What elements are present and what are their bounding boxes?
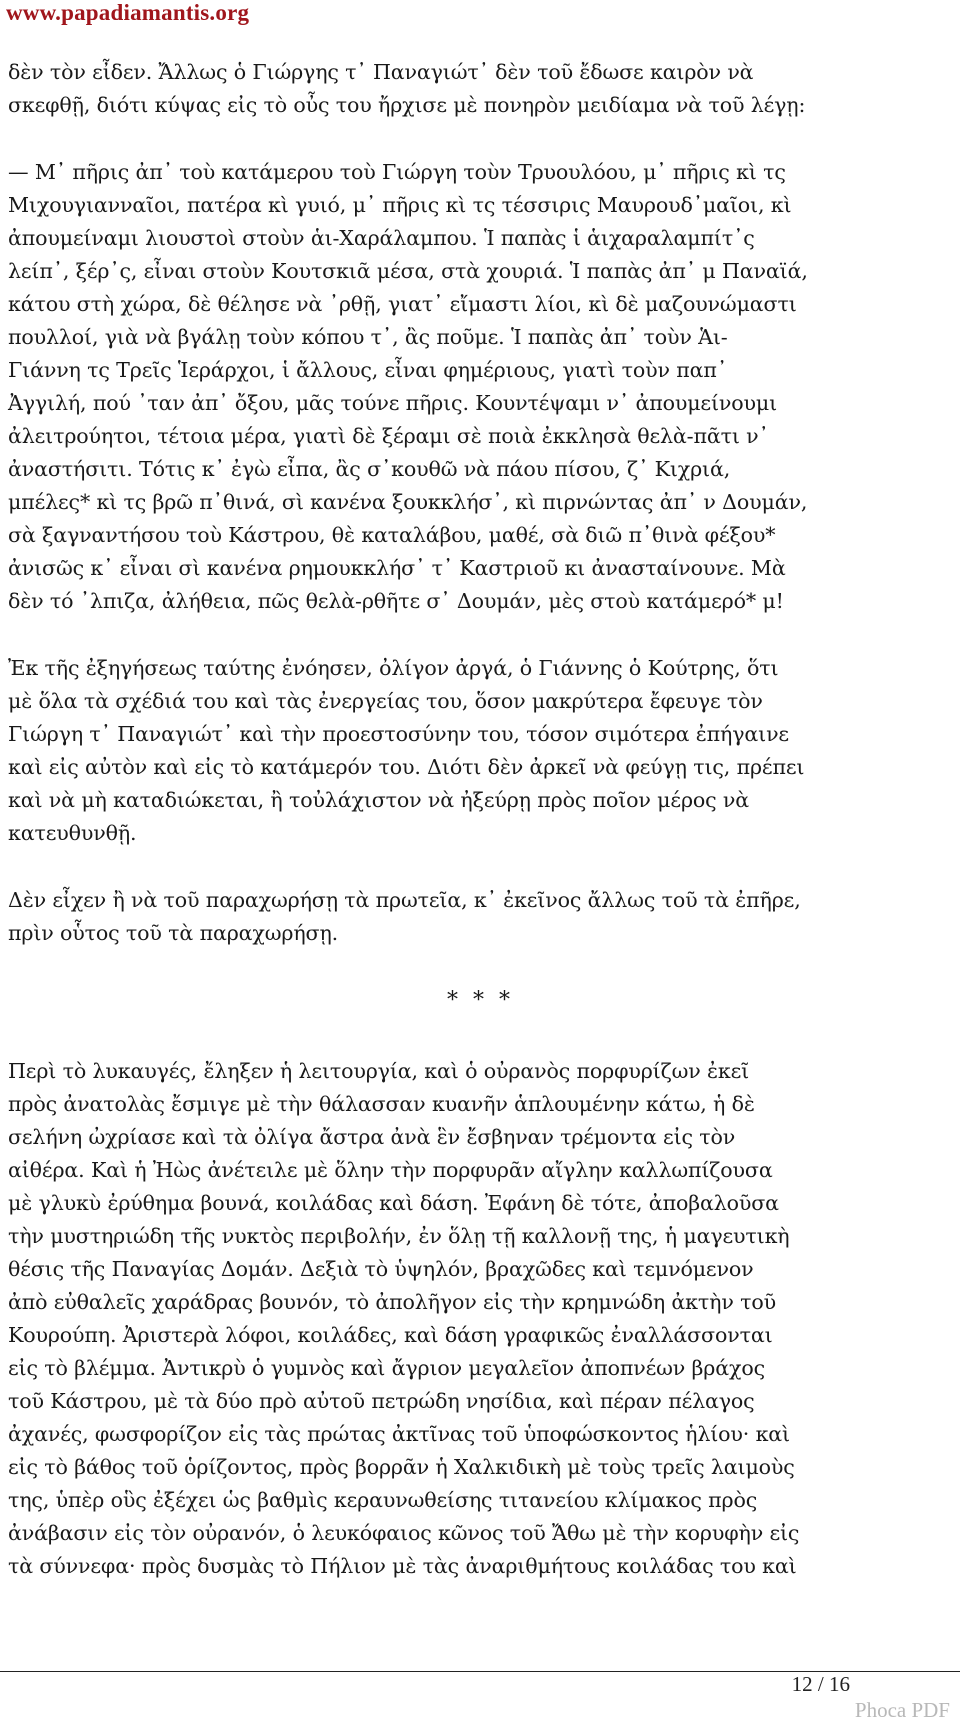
text-line: αἰθέρα. Καὶ ἡ Ἠὼς ἀνέτειλε μὲ ὅλην τὴν πορφυρᾶν αἴγλην καλλωπίζουσα xyxy=(8,1158,773,1182)
text-line: Περὶ τὸ λυκαυγές, ἔληξεν ἡ λειτουργία, καὶ ὁ οὐρανὸς πορφυρίζων ἐκεῖ xyxy=(8,1059,750,1083)
text-line: πουλλοί, γιὰ νὰ βγάλῃ τοὺν κόπου τ᾽, ἂς ποῦμε. Ἱ παπὰς ἀπ᾽ τοὺν Ἁι- xyxy=(8,325,728,349)
paragraph xyxy=(8,56,953,122)
text-line: λείπ᾽, ξέρ᾽ς, εἶναι στοὺν Κουτσκιᾶ μέσα, στὰ χουριά. Ἱ παπὰς ἀπ᾽ μ Παναϊά, xyxy=(8,259,808,283)
section-separator: * * * xyxy=(447,988,514,1013)
text-line: ἀνισῶς κ᾽ εἶναι σὶ κανένα ρημουκκλήσ᾽ τ᾽ Καστριοῦ κι ἀνασταίνουνε. Μὰ xyxy=(8,556,786,580)
text-line: δὲν τὸν εἶδεν. Ἄλλως ὁ Γιώργης τ᾽ Παναγιώτ᾽ δὲν τοῦ ἔδωσε καιρὸν νὰ xyxy=(8,60,754,84)
text-line: σὰ ξαγναντήσου τοὺ Κάστρου, θὲ καταλάβου, μαθέ, σὰ διῶ π᾽θινὰ φέξου* xyxy=(8,523,776,547)
site-url[interactable]: www.papadiamantis.org xyxy=(6,0,250,25)
text-line: ἀλειτρούητοι, τέτοια μέρα, γιατὶ δὲ ξέραμι σὲ ποιὰ ἐκκλησὰ θελὰ-πᾶτι ν᾽ xyxy=(8,424,769,448)
text-line: ἀπὸ εὐθαλεῖς χαράδρας βουνόν, τὸ ἀπολῆγον εἰς τὴν κρημνώδη ἀκτὴν τοῦ xyxy=(8,1290,776,1314)
paragraph xyxy=(8,884,953,950)
text-line: Ἐκ τῆς ἐξηγήσεως ταύτης ἐνόησεν, ὀλίγον ἀργά, ὁ Γιάννης ὁ Κούτρης, ὅτι xyxy=(8,656,779,680)
text-line: Κουρούπη. Ἀριστερὰ λόφοι, κοιλάδες, καὶ δάση γραφικῶς ἐναλλάσσονται xyxy=(8,1323,773,1347)
text-line: σελήνη ὠχρίασε καὶ τὰ ὀλίγα ἄστρα ἀνὰ ἓν ἔσβηναν τρέμοντα εἰς τὸν xyxy=(8,1125,736,1149)
text-line: εἰς τὸ βλέμμα. Ἀντικρὺ ὁ γυμνὸς καὶ ἄγριον μεγαλεῖον ἀποπνέων βράχος xyxy=(8,1356,765,1380)
text-line: Ἀγγιλή, πού ᾽ταν ἀπ᾽ ὄξου, μᾶς τούνε πῆρις. Κουντέψαμι ν᾽ ἀπουμείνουμι xyxy=(8,391,778,415)
text-line: πρὶν οὗτος τοῦ τὰ παραχωρήσῃ. xyxy=(8,921,339,945)
text-line: της, ὑπὲρ οὓς ἐξέχει ὡς βαθμὶς κεραυνωθείσης τιτανείου κλίμακος πρὸς xyxy=(8,1488,758,1512)
text-line: ἀχανές, φωσφορίζον εἰς τὰς πρώτας ἀκτῖνας τοῦ ὑποφώσκοντος ἡλίου· καὶ xyxy=(8,1422,790,1446)
text-line: μὲ γλυκὺ ἐρύθημα βουνά, κοιλάδας καὶ δάση. Ἐφάνη δὲ τότε, ἀποβαλοῦσα xyxy=(8,1191,779,1215)
text-line: Γιώργη τ᾽ Παναγιώτ᾽ καὶ τὴν προεστοσύνην του, τόσον σιμότερα ἐπήγαινε xyxy=(8,722,789,746)
text-line: Μιχουγιανναῖοι, πατέρα κὶ γυιό, μ᾽ πῆρις κὶ τς τέσσιρις Μαυρουδ᾽μαῖοι, κὶ xyxy=(8,193,792,217)
text-line: ἀνάβασιν εἰς τὸν οὐρανόν, ὁ λευκόφαιος κῶνος τοῦ Ἄθω μὲ τὴν κορυφὴν εἰς xyxy=(8,1521,800,1545)
text-line: ἀναστήσιτι. Τότις κ᾽ ἐγὼ εἶπα, ἂς σ᾽κουθῶ νὰ πάου πίσου, ζ᾽ Κιχριά, xyxy=(8,457,731,481)
text-line: πρὸς ἀνατολὰς ἔσμιγε μὲ τὴν θάλασσαν κυανῆν ἁπλουμένην κάτω, ἡ δὲ xyxy=(8,1092,755,1116)
text-line: εἰς τὸ βάθος τοῦ ὁρίζοντος, πρὸς βορρᾶν ἡ Χαλκιδικὴ μὲ τοὺς τρεῖς λαιμοὺς xyxy=(8,1455,795,1479)
page-content xyxy=(8,56,953,1617)
paragraph xyxy=(8,652,953,850)
generator-credit: Phoca PDF xyxy=(854,1698,950,1722)
text-line: — Μ᾽ πῆρις ἀπ᾽ τοὺ κατάμερου τοὺ Γιώργη τοὺν Τρυουλόου, μ᾽ πῆρις κὶ τς xyxy=(8,160,786,184)
page-number: 12 / 16 xyxy=(791,1672,850,1696)
text-line: σκεφθῇ, διότι κύψας εἰς τὸ οὖς του ἤρχισε μὲ πονηρὸν μειδίαμα νὰ τοῦ λέγῃ: xyxy=(8,93,806,117)
text-line: κάτου στὴ χώρα, δὲ θέλησε νὰ ᾽ρθῇ, γιατ᾽ εἴμαστι λίοι, κὶ δὲ μαζουνώμαστι xyxy=(8,292,797,316)
text-line: τὴν μυστηριώδη τῆς νυκτὸς περιβολήν, ἐν ὅλῃ τῇ καλλονῇ της, ἡ μαγευτικὴ xyxy=(8,1224,790,1248)
text-line: μὲ ὅλα τὰ σχέδιά του καὶ τὰς ἐνεργείας του, ὅσον μακρύτερα ἔφευγε τὸν xyxy=(8,689,763,713)
text-line: θέσις τῆς Παναγίας Δομάν. Δεξιὰ τὸ ὑψηλόν, βραχῶδες καὶ τεμνόμενον xyxy=(8,1257,754,1281)
text-line: Δὲν εἶχεν ἢ νὰ τοῦ παραχωρήσῃ τὰ πρωτεῖα, κ᾽ ἐκεῖνος ἄλλως τοῦ τὰ ἐπῆρε, xyxy=(8,888,801,912)
text-line: δὲν τό ᾽λπιζα, ἀλήθεια, πῶς θελὰ-ρθῆτε σ᾽ Δουμάν, μὲς στοὺ κατάμερό* μ! xyxy=(8,589,784,613)
text-line: μπέλες* κὶ τς βρῶ π᾽θινά, σὶ κανένα ξουκκλήσ᾽, κὶ πιρνώντας ἀπ᾽ ν Δουμάν, xyxy=(8,490,808,514)
text-line: καὶ νὰ μὴ καταδιώκεται, ἢ τοὐλάχιστον νὰ ἠξεύρῃ πρὸς ποῖον μέρος νὰ xyxy=(8,788,750,812)
text-line: κατευθυνθῇ. xyxy=(8,821,137,845)
text-line: ἀπουμείναμι λιουστοὶ στοὺν ἁι-Χαράλαμπου. Ἱ παπὰς ἱ ἁιχαραλαμπίτ᾽ς xyxy=(8,226,755,250)
paragraph xyxy=(8,1055,953,1583)
paragraph xyxy=(8,156,953,618)
text-line: καὶ εἰς αὐτὸν καὶ εἰς τὸ κατάμερόν του. Διότι δὲν ἀρκεῖ νὰ φεύγῃ τις, πρέπει xyxy=(8,755,805,779)
text-line: τοῦ Κάστρου, μὲ τὰ δύο πρὸ αὐτοῦ πετρώδη νησίδια, καὶ πέραν πέλαγος xyxy=(8,1389,755,1413)
text-line: τὰ σύννεφα· πρὸς δυσμὰς τὸ Πήλιον μὲ τὰς ἀναριθμήτους κοιλάδας του καὶ xyxy=(8,1554,797,1578)
text-line: Γιάννη τς Τρεῖς Ἱεράρχοι, ἱ ἄλλους, εἶναι φημέριους, γιατὶ τοὺν παπ᾽ xyxy=(8,358,727,382)
